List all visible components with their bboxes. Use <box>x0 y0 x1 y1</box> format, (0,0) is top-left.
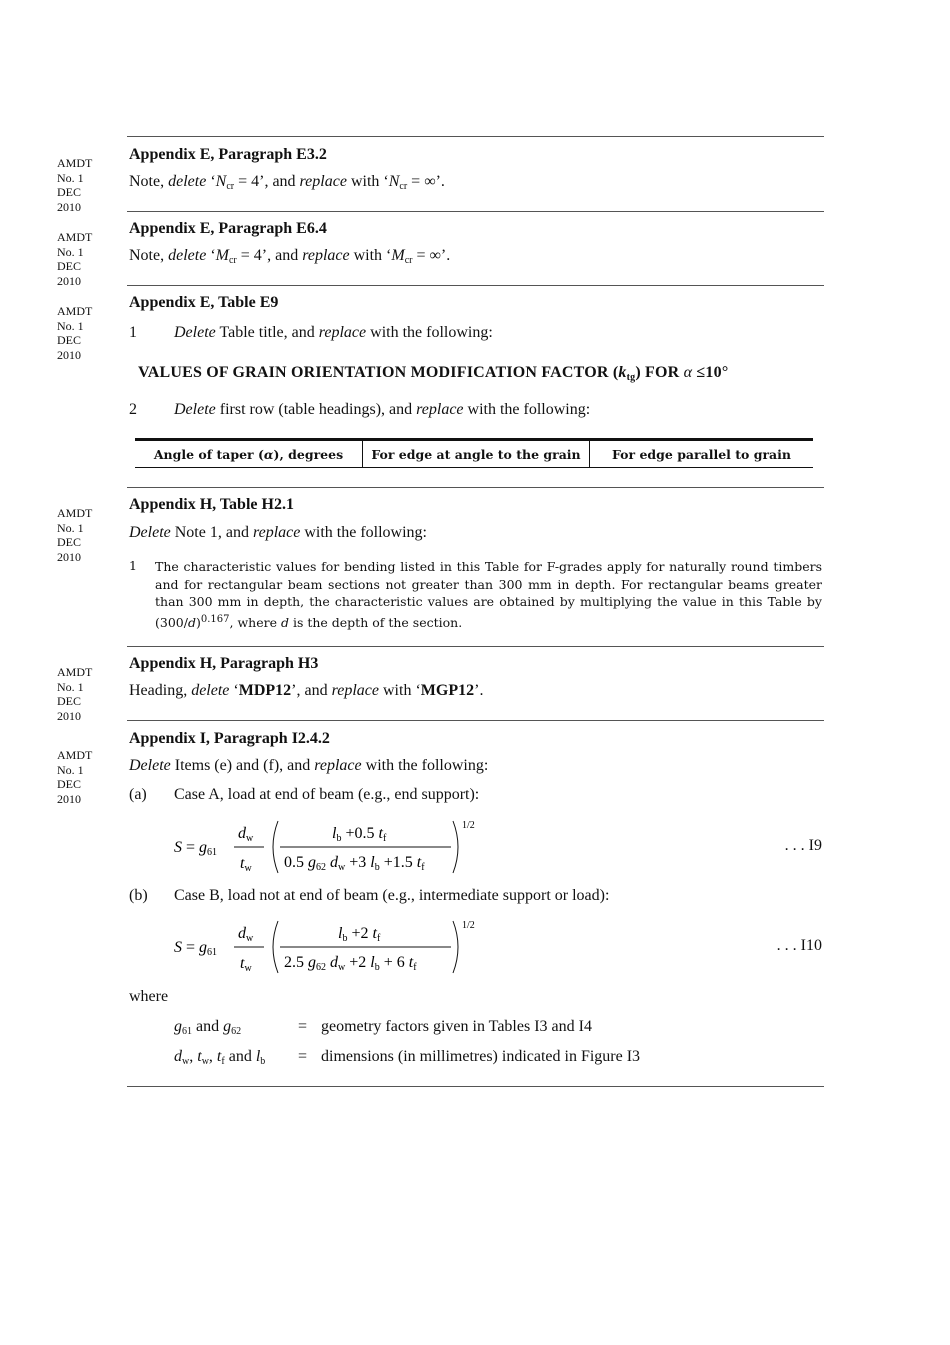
section-heading: Appendix E, Paragraph E6.4 <box>129 220 327 237</box>
svg-text:2.5 g62 dw +2 lb + 6 tf: 2.5 g62 dw +2 lb + 6 tf <box>284 954 417 973</box>
divider <box>127 720 824 721</box>
svg-text:lb +0.5 tf: lb +0.5 tf <box>332 825 387 844</box>
amendment-instruction: Delete Note 1, and replace with the following: <box>129 524 427 541</box>
note-number: 1 <box>129 558 137 573</box>
svg-text:S = g61: S = g61 <box>174 939 218 958</box>
symbol-definition: dimensions (in millimetres) indicated in Figure I3 <box>321 1048 641 1065</box>
section-heading: Appendix E, Paragraph E3.2 <box>129 146 327 163</box>
item-number: 1 <box>129 324 137 341</box>
equation-i10 <box>170 915 500 977</box>
divider <box>127 211 824 212</box>
table-header-row <box>135 438 813 468</box>
item-label: (b) <box>129 887 148 904</box>
svg-text:tw: tw <box>240 955 252 974</box>
amendment-note: AMDT No. 1 DEC 2010 <box>57 230 93 288</box>
amendment-instruction: Heading, delete ‘MDP12’, and replace with ‘MGP12’. <box>129 682 484 699</box>
divider <box>127 285 824 286</box>
column-header: For edge parallel to grain <box>590 440 814 468</box>
equation-number: . . . I10 <box>776 937 822 954</box>
item-text: Case A, load at end of beam (e.g., end support): <box>174 786 480 803</box>
section-heading: Appendix E, Table E9 <box>129 294 279 311</box>
item-number: 2 <box>129 401 137 418</box>
section-heading: Appendix I, Paragraph I2.4.2 <box>129 730 330 747</box>
equals-sign: = <box>298 1048 308 1065</box>
amendment-note: AMDT No. 1 DEC 2010 <box>57 506 93 564</box>
symbol-definition: geometry factors given in Tables I3 and I4 <box>321 1018 592 1035</box>
amendment-instruction: Delete Table title, and replace with the following: <box>174 324 493 341</box>
column-header: Angle of taper (α), degrees <box>135 440 363 468</box>
divider <box>127 487 824 488</box>
divider <box>127 646 824 647</box>
equation-i9 <box>170 815 500 877</box>
table-note: The characteristic values for bending listed in this Table for F-grades apply for naturally round timbers and for rectangular beam sections not greater than 300 mm in depth. For rectangular beams greater than 300 mm in depth, the characteristic values are obtained by multiplying the value in this Table by $(300/d)^{0.167}$, where d is the depth of the section. <box>155 559 822 630</box>
amendment-instruction: Note, delete ‘$N_{cr} = 4$’, and replace with ‘$N_{cr}$ = ∞’. <box>129 173 445 192</box>
divider <box>127 1086 824 1087</box>
symbol-term: $g_{61}$ and $g_{62}$ <box>174 1018 242 1037</box>
amendment-note: AMDT No. 1 DEC 2010 <box>57 304 93 362</box>
svg-text:1/2: 1/2 <box>462 920 475 931</box>
amendment-instruction: Delete Items (e) and (f), and replace with the following: <box>129 757 489 774</box>
svg-text:lb +2 tf: lb +2 tf <box>338 925 381 944</box>
item-label: (a) <box>129 786 147 803</box>
svg-text:dw: dw <box>238 925 254 944</box>
section-heading: Appendix H, Table H2.1 <box>129 496 294 513</box>
svg-text:1/2: 1/2 <box>462 820 475 831</box>
svg-text:S = g61: S = g61 <box>174 839 218 858</box>
amendment-instruction: Note, delete ‘$M_{cr} = 4$’, and replace with ‘$M_{cr}$ = ∞’. <box>129 247 451 266</box>
amendment-note: AMDT No. 1 DEC 2010 <box>57 748 93 806</box>
where-label: where <box>129 988 169 1005</box>
svg-text:tw: tw <box>240 855 252 874</box>
symbol-term: $d_w$, $t_w$, $t_f$ and $l_b$ <box>174 1048 266 1067</box>
svg-text:dw: dw <box>238 825 254 844</box>
equation-number: . . . I9 <box>784 837 822 854</box>
svg-text:0.5 g62 dw +3 lb +1.5 tf: 0.5 g62 dw +3 lb +1.5 tf <box>284 854 425 873</box>
amendment-instruction: Delete first row (table headings), and replace with the following: <box>174 401 591 418</box>
section-heading: Appendix H, Paragraph H3 <box>129 655 319 672</box>
divider <box>127 136 824 137</box>
item-text: Case B, load not at end of beam (e.g., intermediate support or load): <box>174 887 610 904</box>
amendment-note: AMDT No. 1 DEC 2010 <box>57 156 93 214</box>
table-title: VALUES OF GRAIN ORIENTATION MODIFICATION FACTOR $(k_{tg})$ FOR α ≤10° <box>138 364 729 383</box>
amendment-note: AMDT No. 1 DEC 2010 <box>57 665 93 723</box>
column-header: For edge at angle to the grain <box>363 440 590 468</box>
equals-sign: = <box>298 1018 308 1035</box>
